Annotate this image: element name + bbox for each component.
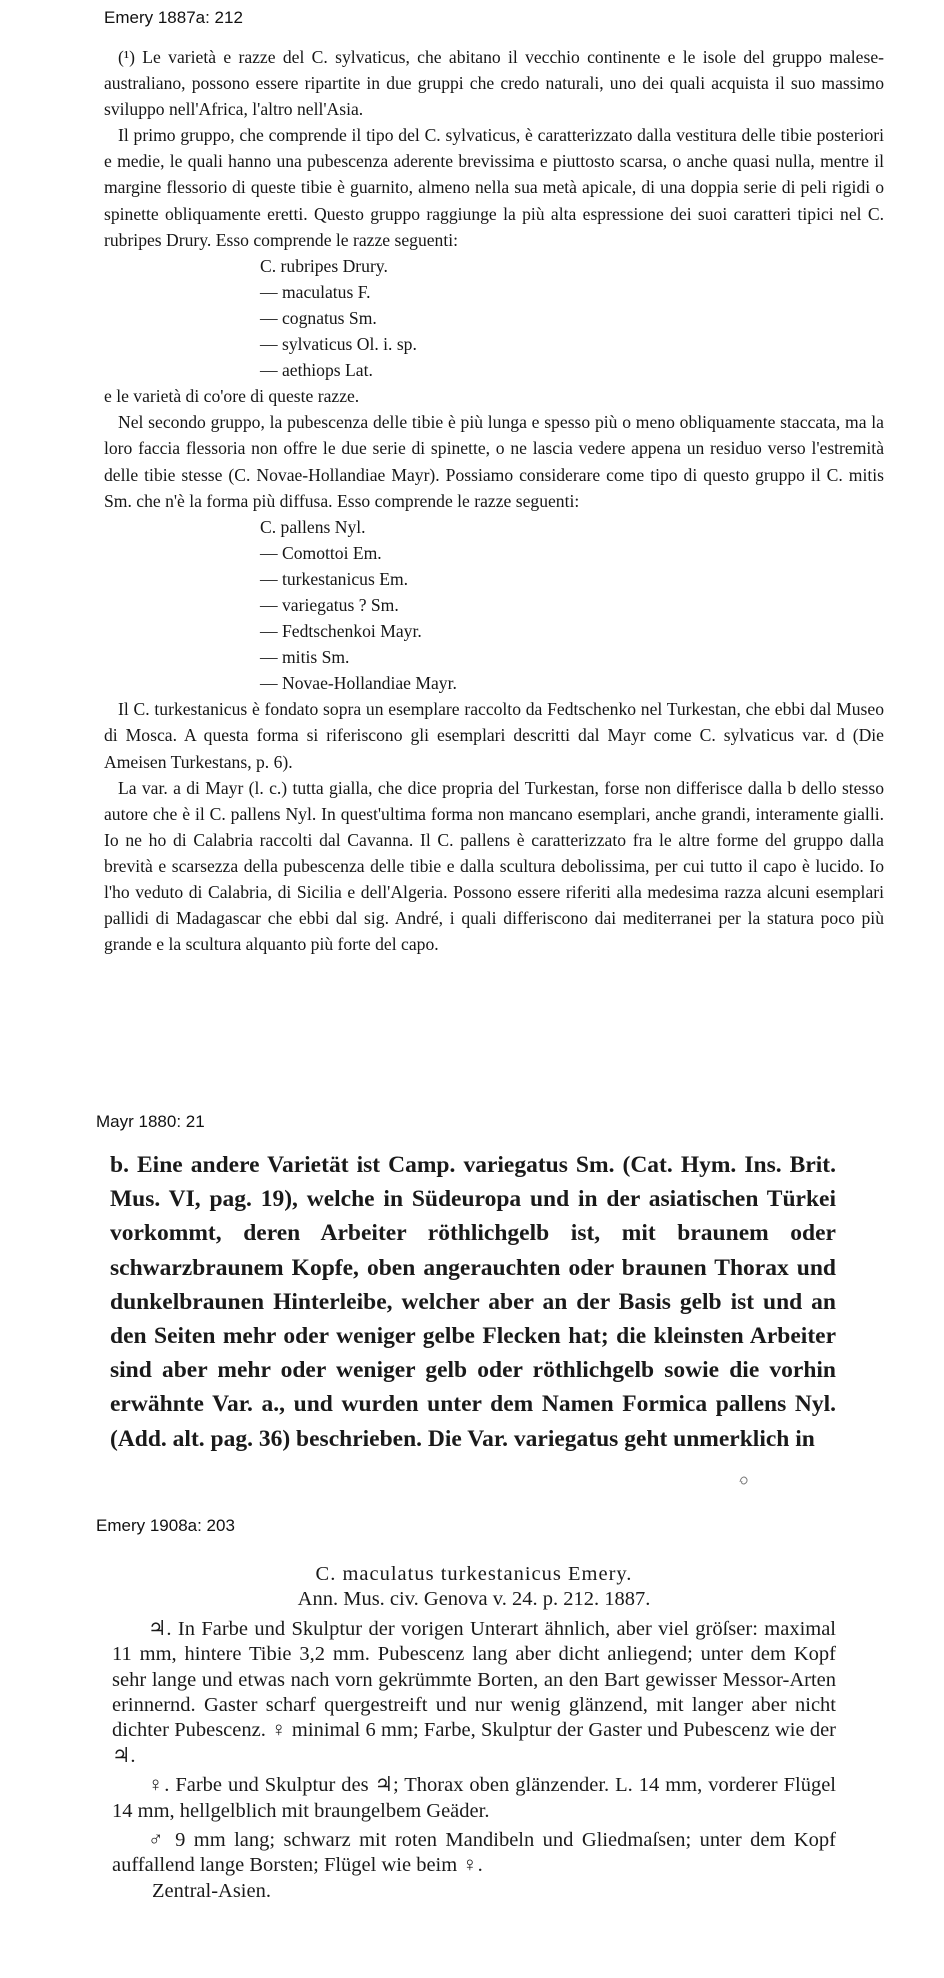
mayr-1880-text-block bbox=[110, 1148, 836, 1456]
paragraph-intro-text: Le varietà e razze del C. sylvaticus, che abitano il vecchio continente e le isole del gruppo malese-australiano, possono essere ripartite in due gruppi che credo naturali, uno dei quali acquista il suo massimo sviluppo nell'Africa, l'altro nell'Asia. bbox=[104, 47, 884, 120]
race-list-item: — Comottoi Em. bbox=[260, 542, 382, 563]
emery-1908a-text-block bbox=[112, 1562, 836, 1904]
paragraph-pallens: La var. a di Mayr (l. c.) tutta gialla, che dice propria del Turkestan, forse non differisce dalla b dello stesso autore che è il C. pallens Nyl. In quest'ultima forma non mancano esemplari, anche grandi, interamente gialli. Io ne ho di Calabria raccolti dal Cavanna. Il C. pallens è caratterizzato fra le altre forme del gruppo dalla brevità e scarsezza della pubescenza delle tibie e dalla scultura debolissima, per cui tutto il capo è lucido. Io l'ho veduto di Calabria, di Sicilia e dell'Algeria. Possono essere riferiti alla medesima razza alcuni esemplari pallidi di Madagascar che ebbi dal sig. André, i quali differiscono dai mediterranei per la statura poco più grande e la scultura alquanto più forte del capo. bbox=[104, 777, 884, 955]
race-list-item: — turkestanicus Em. bbox=[260, 568, 409, 589]
first-group-races-list bbox=[104, 253, 884, 383]
original-citation: Ann. Mus. civ. Genova v. 24. p. 212. 1887. bbox=[297, 1588, 651, 1611]
paragraph-turkestanicus: Il C. turkestanicus è fondato sopra un esemplare raccolto da Fedtschenko nel Turkestan, che ebbi dal Museo di Mosca. A questa forma si riferiscono gli esemplari descritti dal Mayr come C. sylvaticus var. d (Die Ameisen Turkestans, p. 6). bbox=[104, 699, 884, 772]
race-list-item: — aethiops Lat. bbox=[260, 360, 373, 381]
locality: Zentral-Asien. bbox=[152, 1879, 271, 1902]
race-list-item: — Novae-Hollandiae Mayr. bbox=[260, 673, 457, 694]
race-list-item: — sylvaticus Ol. i. sp. bbox=[260, 334, 417, 355]
source-label-emery-1887a: Emery 1887a: 212 bbox=[104, 8, 243, 27]
race-list-item: — variegatus ? Sm. bbox=[260, 594, 399, 615]
source-label-emery-1908a: Emery 1908a: 203 bbox=[96, 1516, 235, 1535]
footnote-marker: (¹) bbox=[118, 47, 135, 67]
worker-description: ♃. In Farbe und Skulptur der vorigen Unterart ähnlich, aber viel gröſser: maximal 11 mm, hintere Tibie 3,2 mm. Pubescenz lang aber dicht anliegend; unter dem Kopf sehr lange und etwas nach vorn gekrümmte Borten, an den Bart gewisser Messor-Arten erinnernd. Gaster scharf quergestreift und nur wenig glänzend, mit langer aber nicht dichter Pubescenz. ♀ minimal 6 mm; Farbe, Skulptur der Gaster und Pubescenz wie der ♃. bbox=[112, 1617, 836, 1767]
race-list-item: C. pallens Nyl. bbox=[260, 516, 366, 537]
species-heading: C. maculatus turkestanicus Emery. bbox=[315, 1563, 633, 1585]
race-list-item: — cognatus Sm. bbox=[260, 307, 377, 328]
race-list-item: — mitis Sm. bbox=[260, 647, 350, 668]
male-description: ♂ 9 mm lang; schwarz mit roten Mandibeln und Gliedmaſsen; unter dem Kopf auffallend lange Borsten; Flügel wie beim ♀. bbox=[112, 1829, 836, 1877]
source-label-mayr-1880: Mayr 1880: 21 bbox=[96, 1112, 205, 1131]
paragraph-first-group: Il primo gruppo, che comprende il tipo del C. sylvaticus, è caratterizzato dalla vestitura delle tibie posteriori e medie, le quali hanno una pubescenza aderente brevissima e piuttosto scarsa, o anche quasi nulla, mentre il margine flessorio di queste tibie è guarnito, almeno nella sua metà apicale, di una doppia serie di peli rigidi o spinette obliquamente eretti. Questo gruppo raggiunge la più alta espressione dei suoi caratteri tipici nel C. rubripes Drury. Esso comprende le razze seguenti: bbox=[104, 125, 884, 250]
race-list-item: — maculatus F. bbox=[260, 281, 371, 302]
paragraph-color-varieties: e le varietà di co'ore di queste razze. bbox=[104, 386, 360, 407]
race-list-item: C. rubripes Drury. bbox=[260, 255, 388, 276]
female-description: ♀. Farbe und Skulptur des ♃; Thorax oben glänzender. L. 14 mm, vorderer Flügel 14 mm, hellgelblich mit braungelbem Geäder. bbox=[112, 1774, 836, 1822]
second-group-races-list bbox=[104, 514, 884, 697]
paragraph-second-group: Nel secondo gruppo, la pubescenza delle tibie è più lunga e spesso più o meno obliquamente staccata, ma la loro faccia flessoria non offre le due serie di spinette, o ne lascia vedere appena un residuo verso l'estremità delle tibie stesse (C. Novae-Hollandiae Mayr). Possiamo considerare come tipo di questo gruppo il C. mitis Sm. che n'è la forma più diffusa. Esso comprende le razze seguenti: bbox=[104, 412, 884, 511]
emery-1887a-footnote bbox=[104, 44, 884, 957]
mayr-variety-b-paragraph: b. Eine andere Varietät ist Camp. variegatus Sm. (Cat. Hym. Ins. Brit. Mus. VI, pag. 19), welche in Südeuropa und in der asiatischen Türkei vorkommt, deren Arbeiter röthlichgelb ist, mit braunem oder schwarzbraunem Kopfe, oben angerauchten oder braunen Thorax und dunkelbraunen Hinterleibe, welcher aber an der Basis gelb ist und an den Seiten mehr oder weniger gelbe Flecken hat; die kleinsten Arbeiter sind aber mehr oder weniger gelb oder röthlichgelb sowie die vorhin erwähnte Var. a., und wurden unter dem Namen Formica pallens Nyl. (Add. alt. pag. 36) beschrieben. Die Var. variegatus geht unmerklich in bbox=[110, 1152, 836, 1452]
paragraph-intro bbox=[104, 44, 884, 122]
scan-smudge-mark bbox=[738, 1474, 750, 1486]
race-list-item: — Fedtschenkoi Mayr. bbox=[260, 621, 422, 642]
